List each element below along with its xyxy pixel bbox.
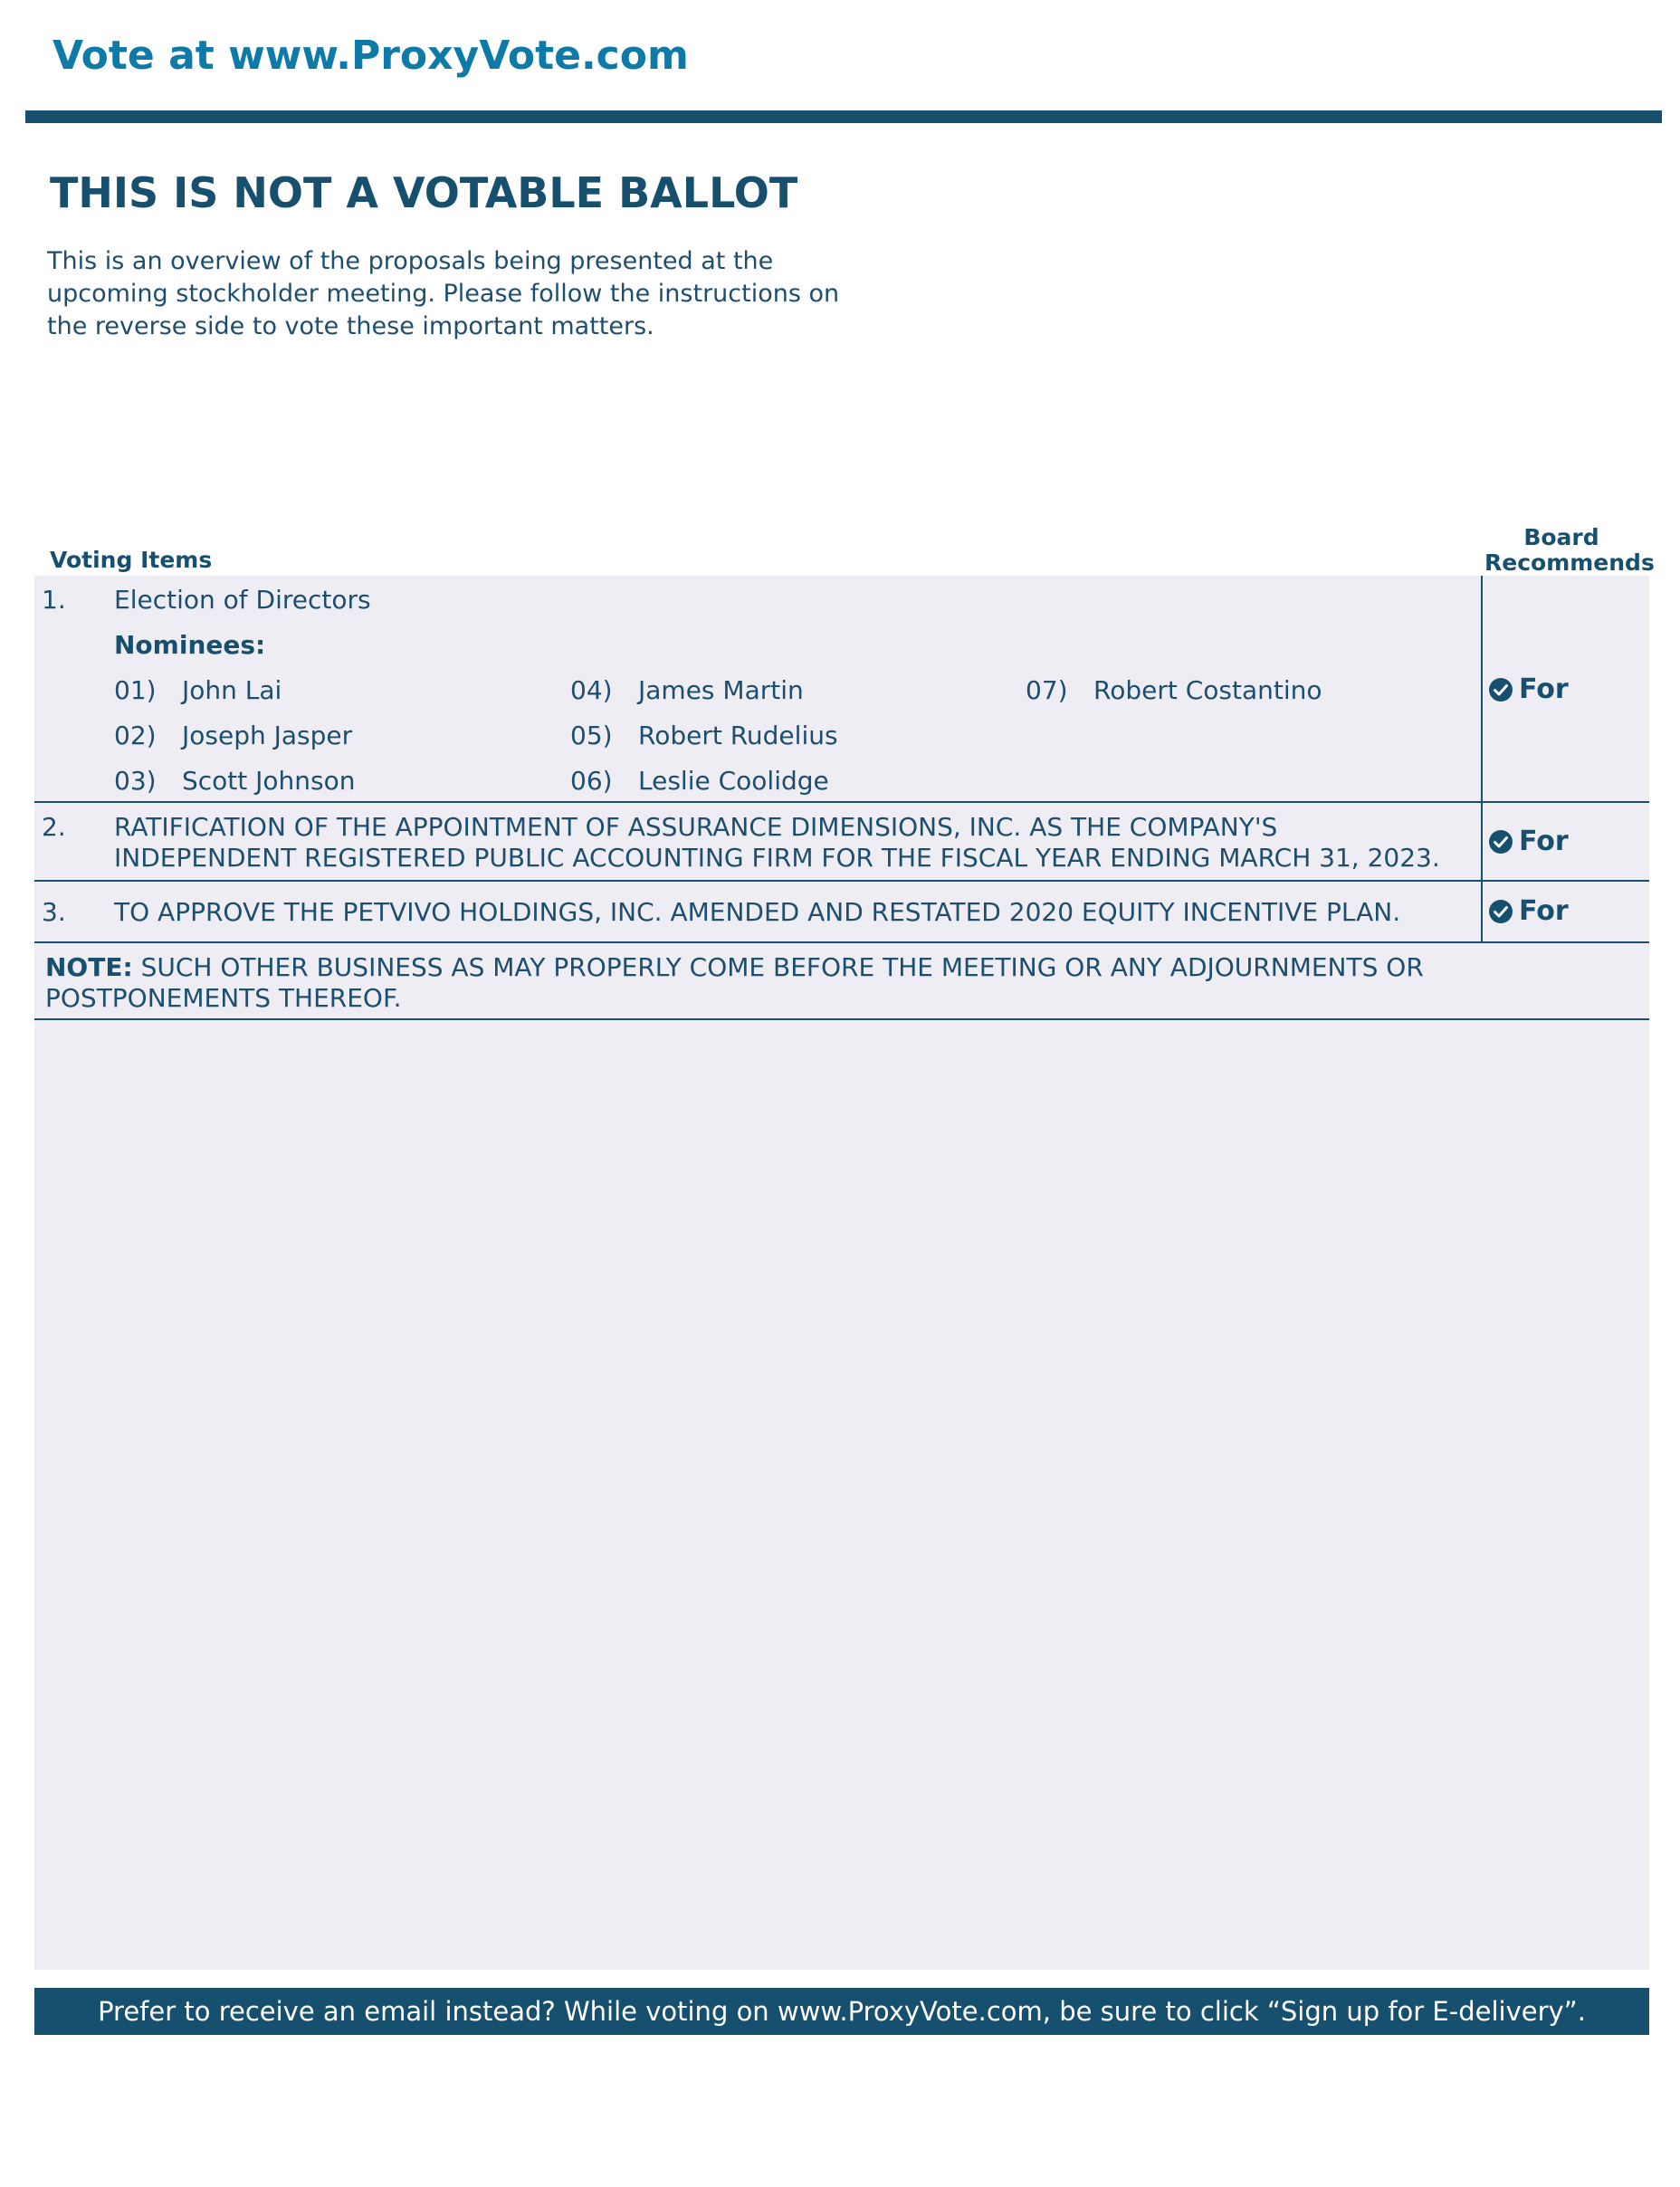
item-title: TO APPROVE THE PETVIVO HOLDINGS, INC. AMENDED AND RESTATED 2020 EQUITY INCENTIVE PLAN. xyxy=(114,897,1401,927)
recommendation-label: For xyxy=(1519,826,1569,857)
item-number: 1. xyxy=(42,585,66,615)
nominee-number: 04) xyxy=(570,675,613,705)
nominee-number: 02) xyxy=(114,721,157,750)
nominee-name: Leslie Coolidge xyxy=(638,766,829,796)
nominee-number: 06) xyxy=(570,766,613,796)
check-circle-icon xyxy=(1488,829,1513,855)
note-label: NOTE: xyxy=(45,952,133,982)
item-title: Election of Directors xyxy=(114,585,371,615)
nominee-name: Scott Johnson xyxy=(182,766,356,796)
nominee-number: 01) xyxy=(114,675,157,705)
recommendation-column-divider xyxy=(1481,576,1483,943)
note-paragraph xyxy=(45,952,1638,1014)
nominee-number: 07) xyxy=(1026,675,1068,705)
note-text: SUCH OTHER BUSINESS AS MAY PROPERLY COME BEFORE THE MEETING OR ANY ADJOURNMENTS OR POSTPONEMENTS THEREOF. xyxy=(45,952,1424,1013)
nominee-number: 05) xyxy=(570,721,613,750)
header-divider xyxy=(25,110,1662,123)
nominee-name: Joseph Jasper xyxy=(182,721,353,750)
row-divider xyxy=(34,801,1649,803)
check-circle-icon xyxy=(1488,677,1513,702)
e-delivery-banner: Prefer to receive an email instead? While voting on www.ProxyVote.com, be sure to click “Sign up for E-delivery”. xyxy=(34,1988,1649,2035)
recommendation-label: For xyxy=(1519,673,1569,705)
item-title: RATIFICATION OF THE APPOINTMENT OF ASSURANCE DIMENSIONS, INC. AS THE COMPANY'S INDEPENDENT REGISTERED PUBLIC ACCOUNTING FIRM FOR THE FISCAL YEAR ENDING MARCH 31, 2023. xyxy=(114,812,1440,873)
item-number: 3. xyxy=(42,897,66,927)
recommendation-label: For xyxy=(1519,895,1569,927)
nominee-number: 03) xyxy=(114,766,157,796)
item-number: 2. xyxy=(42,812,66,842)
recommendation-for xyxy=(1488,896,1569,927)
row-divider xyxy=(34,941,1649,943)
intro-paragraph: This is an overview of the proposals being presented at the upcoming stockholder meeting. Please follow the instructions on the reverse side to vote these important matters. xyxy=(47,247,840,340)
proxyvote-link[interactable]: Vote at www.ProxyVote.com xyxy=(52,33,689,79)
recommendation-for xyxy=(1488,826,1569,857)
board-recommends-header: Board Recommends xyxy=(1484,524,1655,576)
nominee-name: Robert Costantino xyxy=(1093,675,1322,705)
row-divider xyxy=(34,880,1649,882)
nominee-name: John Lai xyxy=(182,675,282,705)
page-title: THIS IS NOT A VOTABLE BALLOT xyxy=(50,168,798,217)
check-circle-icon xyxy=(1488,899,1513,924)
row-divider xyxy=(34,1018,1649,1020)
nominee-name: Robert Rudelius xyxy=(638,721,838,750)
recommendation-for xyxy=(1488,674,1569,705)
voting-items-header: Voting Items xyxy=(50,547,213,573)
nominees-label: Nominees: xyxy=(114,630,266,660)
nominee-name: James Martin xyxy=(638,675,804,705)
